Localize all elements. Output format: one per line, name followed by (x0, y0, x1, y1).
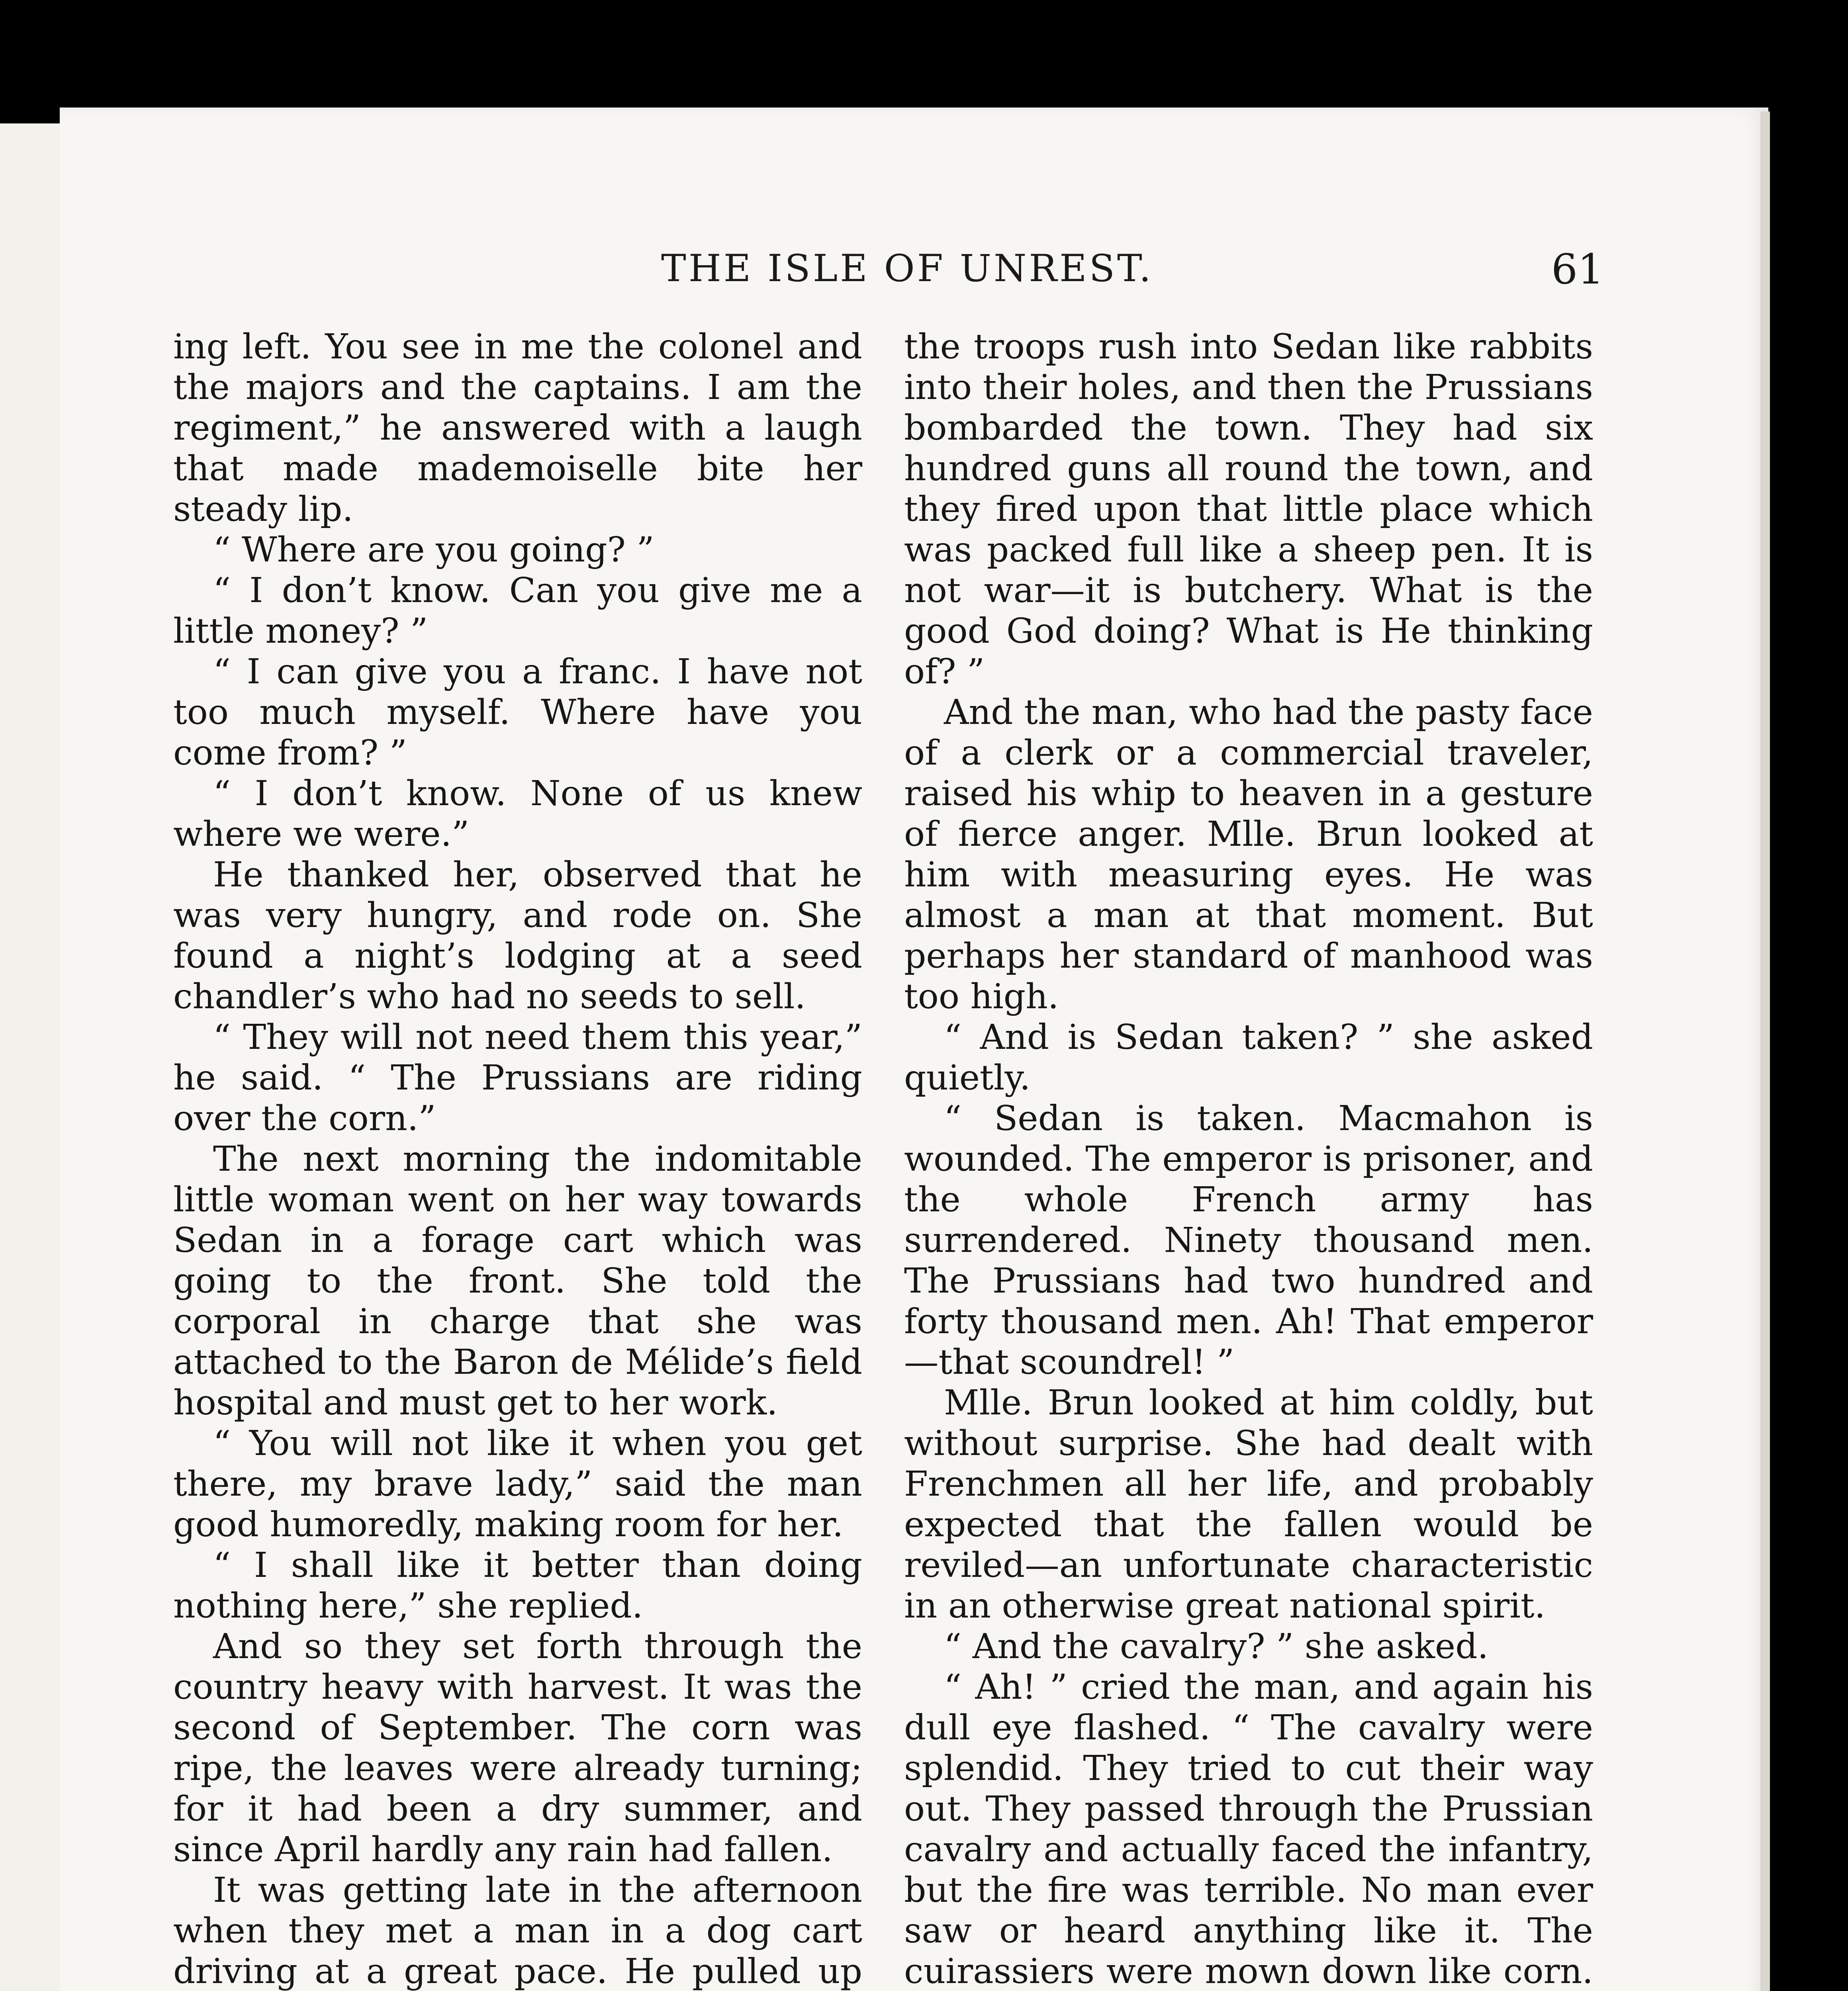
paragraph: “ They will not need them this year,” he said. “ The Prussians are riding over the corn.” (173, 1017, 862, 1138)
paragraph: “ You will not like it when you get there, my brave lady,” said the man good humoredly, making room for her. (173, 1424, 862, 1545)
paragraph: “ Ah! ” cried the man, and again his dull eye flashed. “ The cavalry were splendid. They tried to cut their way out. They passed through the Prussian cavalry and actually faced the infantry, but the fire was terrible. No man ever saw or heard anything like it. The cuirassiers were mown down like corn. (904, 1667, 1593, 1991)
paragraph: ing left. You see in me the colonel and the majors and the captains. I am the regiment,” he answered with a laugh that made mademoiselle bite her steady lip. (173, 327, 862, 529)
page-edge (1760, 111, 1770, 1991)
paragraph: “ Sedan is taken. Macmahon is wounded. The emperor is prisoner, and the whole French army has surrendered. Ninety thousand men. The Prussians had two hundred and forty thousand men. Ah! That emperor—that scoundrel! ” (904, 1099, 1593, 1382)
paragraph: “ Where are you going? ” (213, 530, 654, 570)
left-column (173, 327, 862, 1991)
paragraph: And the man, who had the pasty face of a clerk or a commercial traveler, raised his whip to heaven in a gesture of fierce anger. Mlle. Brun looked at him with measuring eyes. He was almost a man at that moment. But perhaps her standard of manhood was too high. (904, 692, 1593, 1017)
paragraph: “ And is Sedan taken? ” she asked quietly. (904, 1017, 1593, 1098)
paragraph: “ I don’t know. None of us knew where we were.” (173, 774, 862, 854)
paragraph: “ I shall like it better than doing nothing here,” she replied. (173, 1545, 862, 1626)
paragraph: “ I can give you a franc. I have not too much myself. Where have you come from? ” (173, 652, 862, 773)
paragraph: He thanked her, observed that he was very hungry, and rode on. She found a night’s lodging at a seed chandler’s who had no seeds to sell. (173, 855, 862, 1017)
paragraph: It was getting late in the afternoon when they met a man in a dog cart driving at a great pace. He pulled up (173, 1870, 862, 1991)
running-head: THE ISLE OF UNREST. (661, 247, 1153, 290)
paragraph: “ I don’t know. Can you give me a little money? ” (173, 571, 862, 651)
page-number: 61 (1551, 245, 1604, 293)
paragraph: The next morning the indomitable little woman went on her way towards Sedan in a forage cart which was going to the front. She told the corporal in charge that she was attached to the Baron de Mélide’s field hospital and must get to her work. (173, 1139, 862, 1423)
paragraph: And so they set forth through the country heavy with harvest. It was the second of September. The corn was ripe, the leaves were already turning; for it had been a dry summer, and since April hardly any rain had fallen. (173, 1627, 862, 1870)
paragraph: Mlle. Brun looked at him coldly, but without surprise. She had dealt with Frenchmen all her life, and probably expected that the fallen would be reviled—an unfortunate characteristic in an otherwise great national spirit. (904, 1383, 1593, 1626)
right-column (904, 327, 1593, 1991)
paragraph: “ And the cavalry? ” she asked. (944, 1627, 1489, 1666)
paragraph: the troops rush into Sedan like rabbits into their holes, and then the Prussians bombarded the town. They had six hundred guns all round the town, and they fired upon that little place which was packed full like a sheep pen. It is not war—it is butchery. What is the good God doing? What is He thinking of? ” (904, 327, 1593, 692)
